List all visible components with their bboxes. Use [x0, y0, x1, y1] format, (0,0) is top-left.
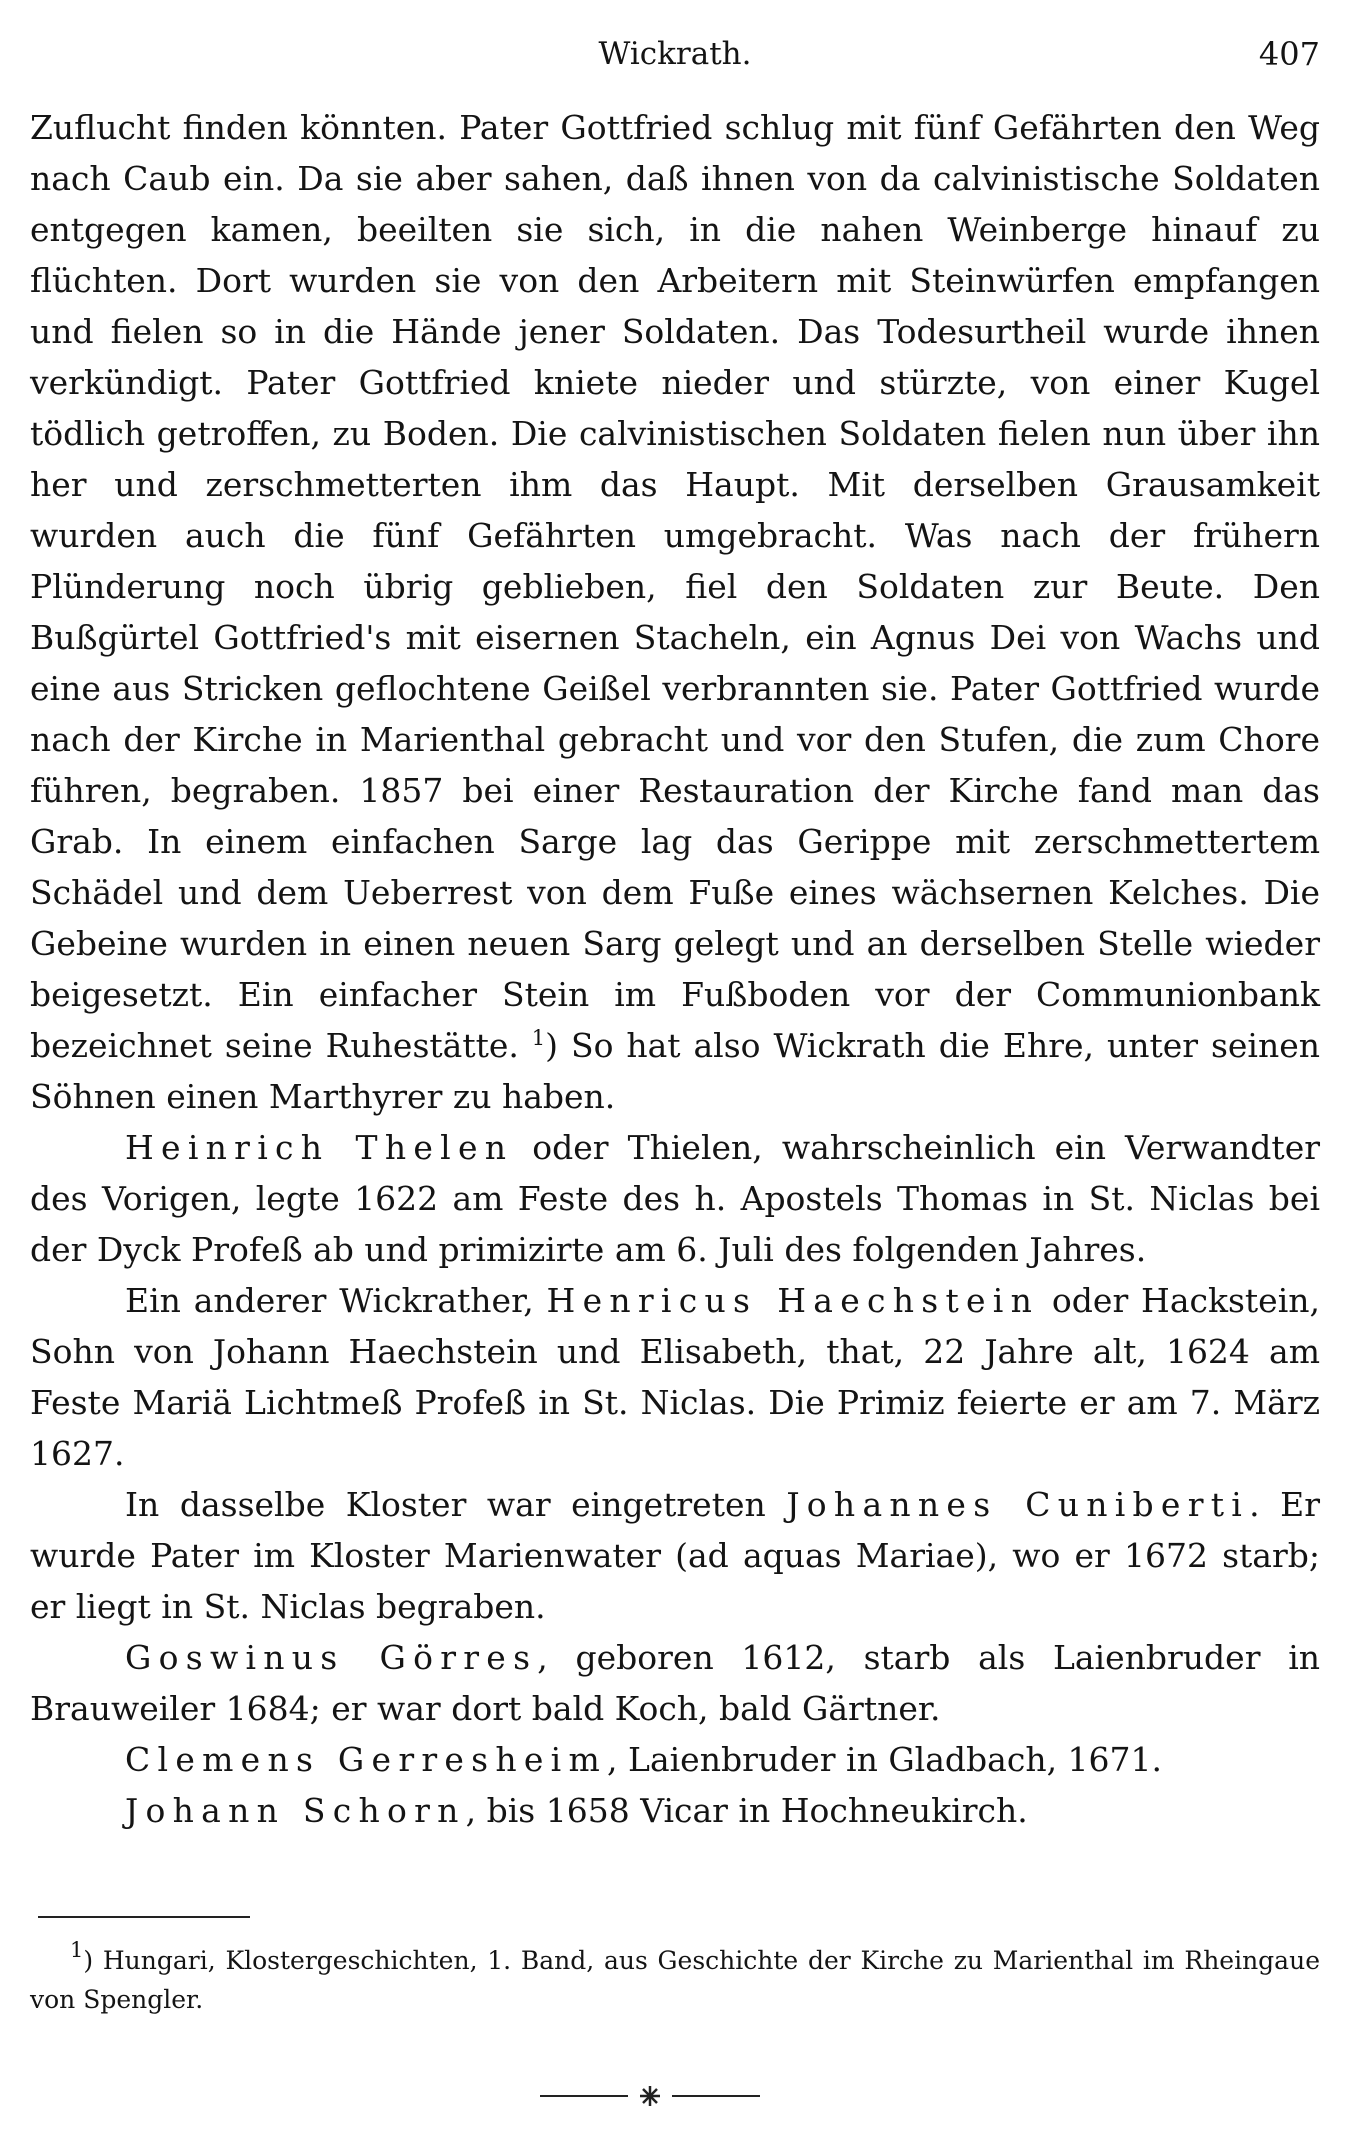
running-header — [30, 30, 1320, 78]
footnote-text: ) Hungari, Klostergeschichten, 1. Band, aus Geschichte der Kirche zu Marienthal im Rheingaue von Spengler. — [30, 1946, 1320, 2014]
paragraph-text: In dasselbe Kloster war eingetreten — [125, 1485, 787, 1524]
paragraph — [30, 1785, 1320, 1836]
footnote-divider — [38, 1916, 250, 1918]
paragraph-text: , geboren 1612, starb als Laienbruder in Brauweiler 1684; er war dort bald Koch, bald Gärtner. — [30, 1638, 1320, 1728]
footnote — [30, 1938, 1320, 2019]
paragraph-text: ) So hat also Wickrath die Ehre, unter seinen Söhnen einen Marthyrer zu haben. — [30, 1026, 1320, 1116]
paragraph-text: oder Thielen, wahrscheinlich ein Verwandter des Vorigen, legte 1622 am Feste des h. Apostels Thomas in St. Niclas bei der Dyck Profeß ab und primizirte am 6. Juli des folgenden Jahres. — [30, 1128, 1320, 1269]
page-number: 407 — [1258, 35, 1320, 73]
footnotes — [30, 1938, 1320, 2019]
paragraph — [30, 102, 1320, 1122]
paragraph — [30, 1734, 1320, 1785]
paragraph — [30, 1275, 1320, 1479]
person-name: Goswinus Görres — [125, 1638, 538, 1677]
paragraph-text: oder Hackstein, Sohn von Johann Haechstein und Elisabeth, that, 22 Jahre alt, 1624 am Feste Mariä Lichtmeß Profeß in St. Niclas. Die Primiz feierte er am 7. März 1627. — [30, 1281, 1321, 1473]
person-name: Johannes Cuniberti — [786, 1485, 1250, 1524]
person-name: Clemens Gerresheim — [125, 1740, 608, 1779]
paragraph-text: . Er wurde Pater im Kloster Marienwater (ad aquas Mariae), wo er 1672 starb; er liegt in St. Niclas begraben. — [30, 1485, 1320, 1626]
paragraph — [30, 1632, 1320, 1734]
footnote-marker: 1 — [70, 1938, 84, 1962]
person-name: Heinrich Thelen — [125, 1128, 514, 1167]
running-title: Wickrath. — [598, 36, 752, 72]
paragraph-text: Ein anderer Wickrather, — [125, 1281, 547, 1320]
person-name: Johann Schorn — [125, 1791, 466, 1830]
paragraph — [30, 1122, 1320, 1275]
paragraph-text: , bis 1658 Vicar in Hochneukirch. — [465, 1791, 1028, 1830]
paragraph-text: Zuflucht finden könnten. Pater Gottfried schlug mit fünf Gefährten den Weg nach Caub ein. Da sie aber sahen, daß ihnen von da calvinistische Soldaten entgegen kamen, beeilten sie sich, in die nahen Weinberge hinauf zu flüchten. Dort wurden sie von den Arbeitern mit Steinwürfen empfangen und fielen so in die Hände jener Soldaten. Das Todesurtheil wurde ihnen verkündigt. Pater Gottfried kniete nieder und stürzte, von einer Kugel tödlich getroffen, zu Boden. Die calvinistischen Soldaten fielen nun über ihn her und zerschmetterten ihm das Haupt. Mit derselben Grausamkeit wurden auch die fünf Gefährten umgebracht. Was nach der frühern Plünderung noch übrig geblieben, fiel den Soldaten zur Beute. Den Bußgürtel Gottfried's mit eisernen Stacheln, ein Agnus Dei von Wachs und eine aus Stricken geflochtene Geißel verbrannten sie. Pater Gottfried wurde nach der Kirche in Marienthal gebracht und vor den Stufen, die zum Chore führen, begraben. 1857 bei einer Restauration der Kirche fand man das Grab. In einem einfachen Sarge lag das Gerippe mit zerschmettertem Schädel und dem Ueberrest von dem Fuße eines wächsernen Kelches. Die Gebeine wurden in einen neuen Sarg gelegt und an derselben Stelle wieder beigesetzt. Ein einfacher Stein im Fußboden vor der Communionbank bezeichnet seine Ruhestätte. — [30, 108, 1320, 1065]
paragraph-text: , Laienbruder in Gladbach, 1671. — [607, 1740, 1163, 1779]
body-text — [30, 102, 1320, 1836]
paragraph — [30, 1479, 1320, 1632]
end-ornament-icon — [540, 2084, 760, 2108]
footnote-reference: 1 — [531, 1026, 546, 1050]
person-name: Henricus Haechstein — [546, 1281, 1040, 1320]
